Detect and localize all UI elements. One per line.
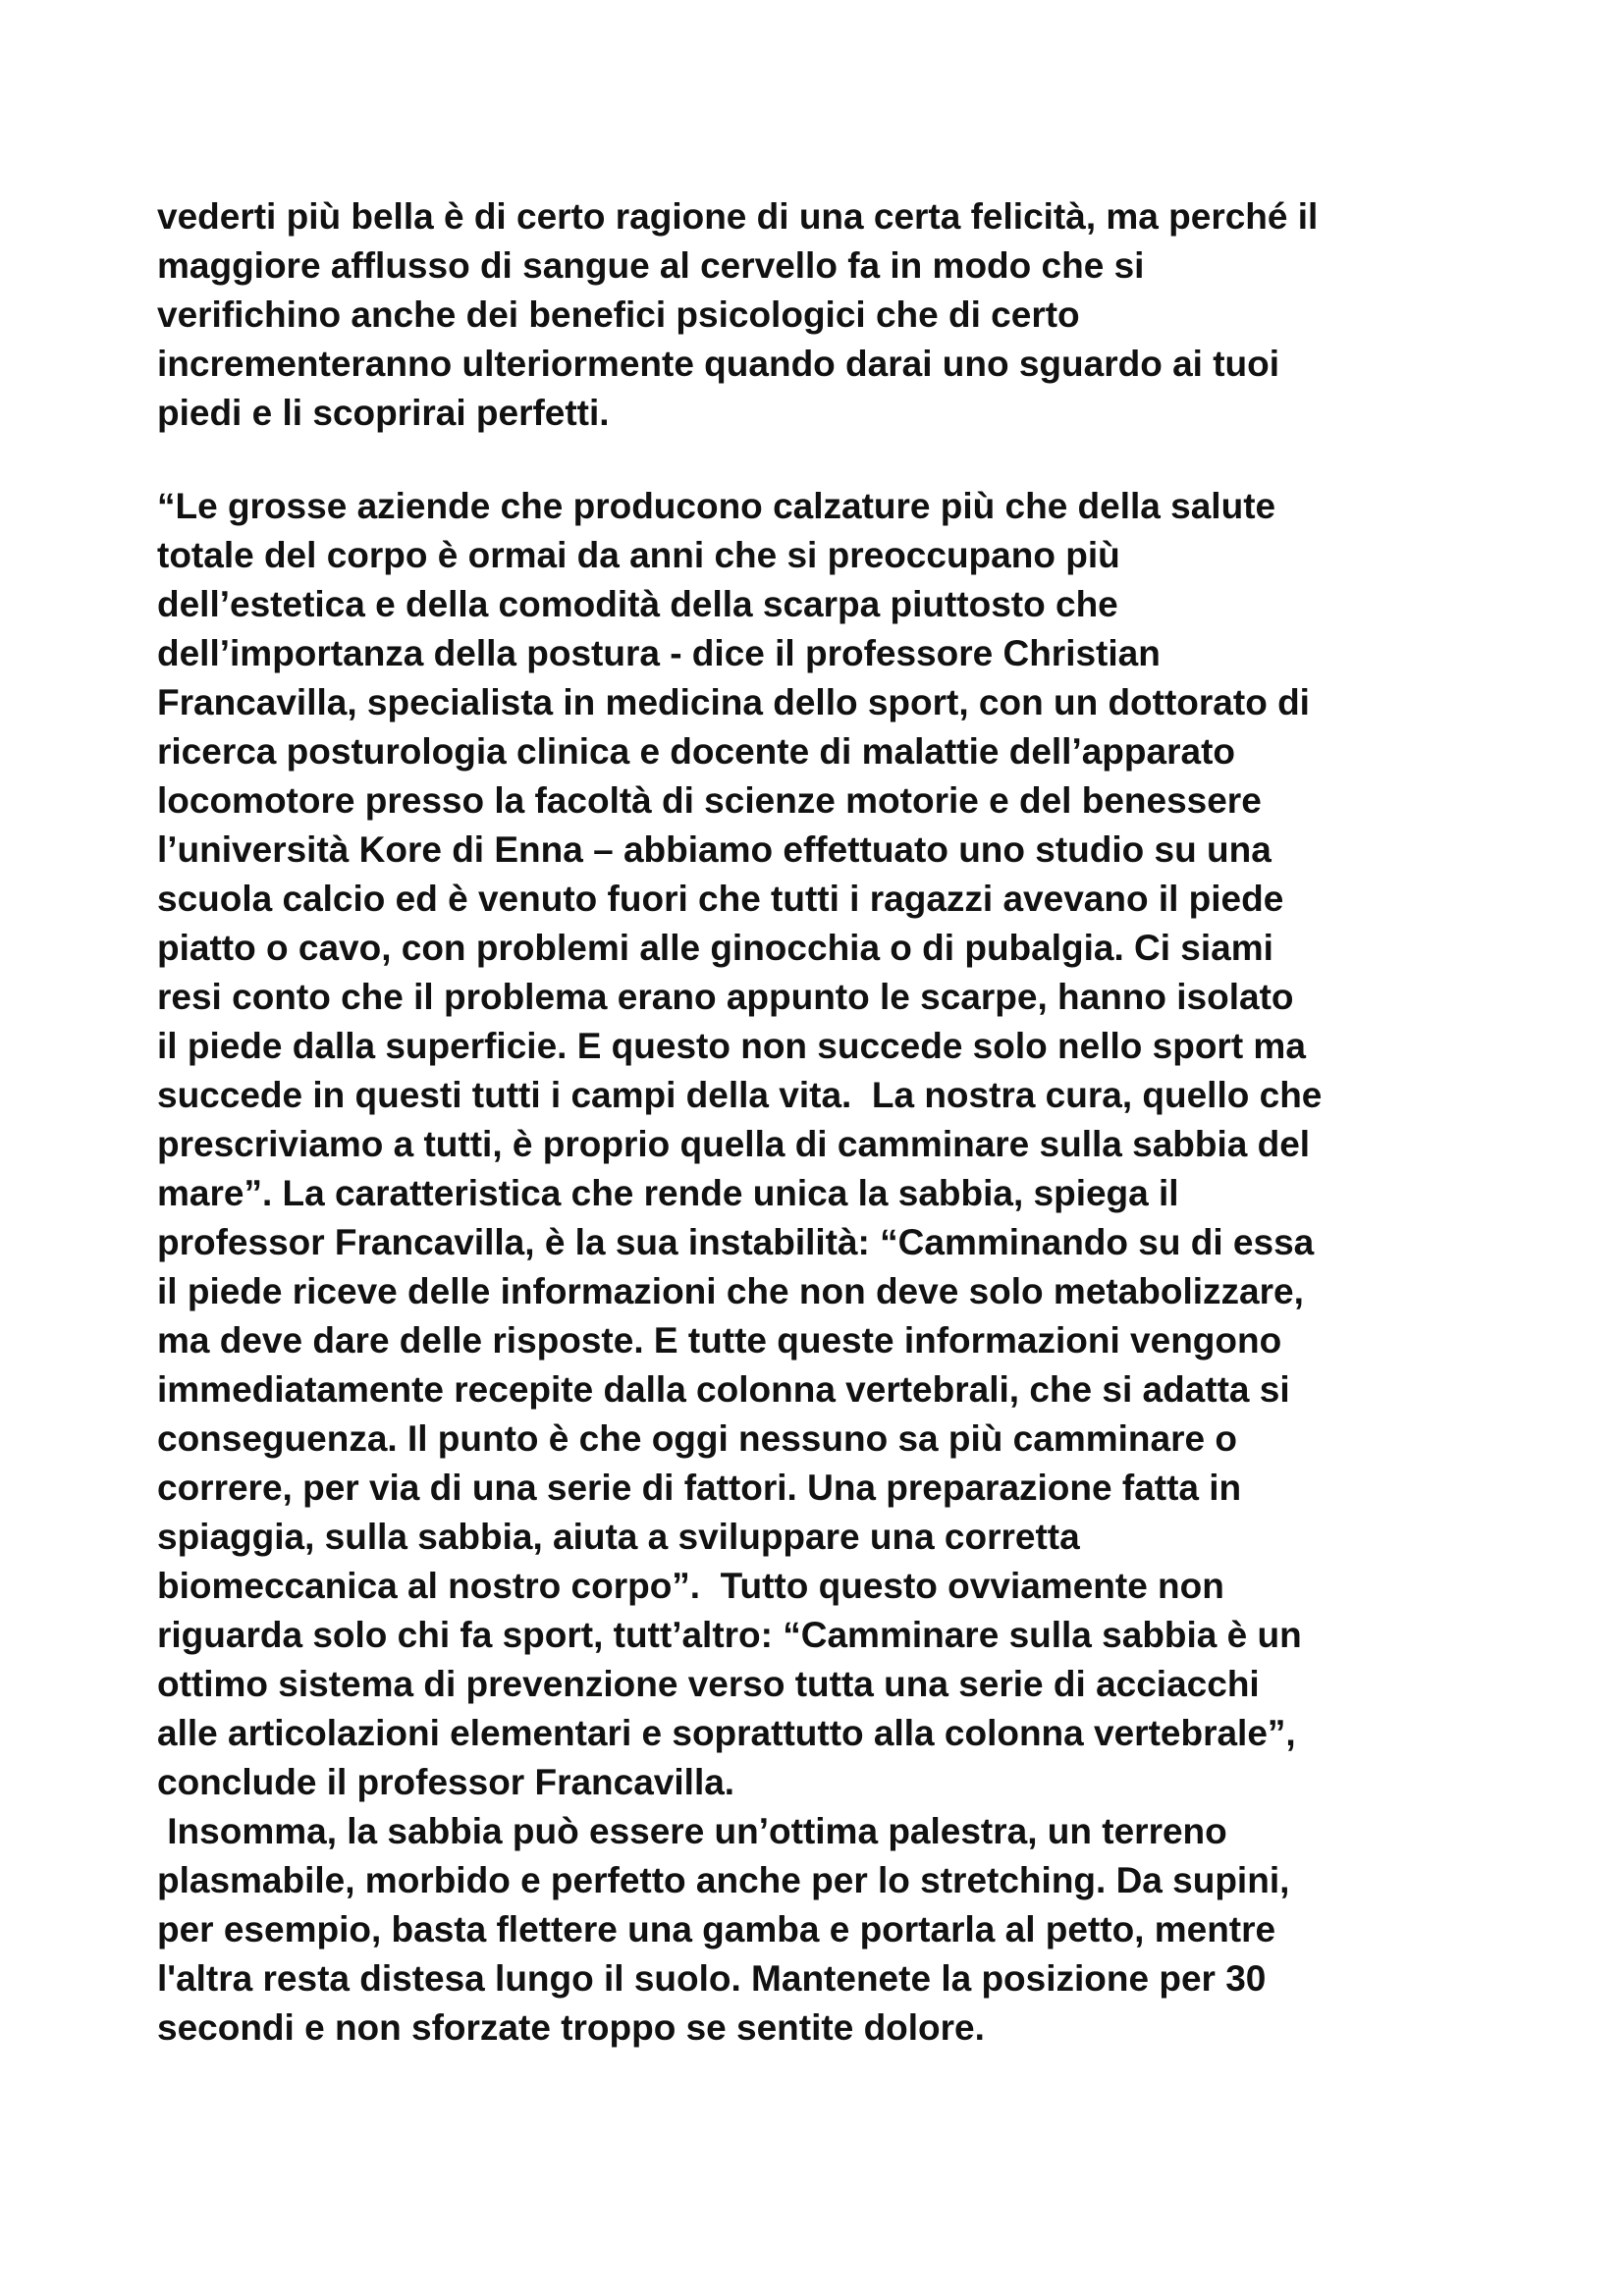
text-line: verifichino anche dei benefici psicologici che di certo	[157, 294, 1080, 335]
text-line: ottimo sistema di prevenzione verso tutta una serie di acciacchi	[157, 1664, 1260, 1704]
text-line: biomeccanica al nostro corpo”. Tutto questo ovviamente non	[157, 1566, 1224, 1606]
text-line: prescriviamo a tutti, è proprio quella di camminare sulla sabbia del	[157, 1124, 1311, 1164]
text-line: ma deve dare delle risposte. E tutte queste informazioni vengono	[157, 1320, 1282, 1361]
paragraph-spacer	[157, 438, 1512, 482]
text-line: alle articolazioni elementari e soprattutto alla colonna vertebrale”,	[157, 1713, 1296, 1753]
text-line: totale del corpo è ormai da anni che si preoccupano più	[157, 535, 1120, 575]
text-line: secondi e non sforzate troppo se sentite dolore.	[157, 2007, 985, 2048]
text-line: Insomma, la sabbia può essere un’ottima palestra, un terreno	[157, 1811, 1227, 1851]
text-line: correre, per via di una serie di fattori. Una preparazione fatta in	[157, 1468, 1242, 1508]
text-line: il piede riceve delle informazioni che non deve solo metabolizzare,	[157, 1271, 1304, 1311]
text-line: conseguenza. Il punto è che oggi nessuno sa più camminare o	[157, 1418, 1237, 1459]
text-line: Francavilla, specialista in medicina dello sport, con un dottorato di	[157, 682, 1310, 722]
text-line: locomotore presso la facoltà di scienze motorie e del benessere	[157, 780, 1262, 821]
text-line: piatto o cavo, con problemi alle ginocchia o di pubalgia. Ci siami	[157, 928, 1273, 968]
text-line: incrementeranno ulteriormente quando darai uno sguardo ai tuoi	[157, 344, 1280, 384]
text-line: riguarda solo chi fa sport, tutt’altro: “Camminare sulla sabbia è un	[157, 1615, 1302, 1655]
text-line: ricerca posturologia clinica e docente di malattie dell’apparato	[157, 731, 1235, 772]
paragraph-1	[157, 192, 1512, 438]
text-line: il piede dalla superficie. E questo non succede solo nello sport ma	[157, 1026, 1306, 1066]
text-line: l'altra resta distesa lungo il suolo. Mantenete la posizione per 30	[157, 1958, 1267, 1999]
text-line: spiaggia, sulla sabbia, aiuta a sviluppare una corretta	[157, 1517, 1080, 1557]
text-line: succede in questi tutti i campi della vita. La nostra cura, quello che	[157, 1075, 1323, 1115]
text-line: piedi e li scoprirai perfetti.	[157, 393, 610, 433]
text-line: l’università Kore di Enna – abbiamo effettuato uno studio su una	[157, 829, 1272, 870]
text-line: per esempio, basta flettere una gamba e portarla al petto, mentre	[157, 1909, 1276, 1949]
paragraph-2	[157, 482, 1512, 1807]
text-line: maggiore afflusso di sangue al cervello fa in modo che si	[157, 245, 1145, 286]
text-line: plasmabile, morbido e perfetto anche per lo stretching. Da supini,	[157, 1860, 1290, 1900]
document-body	[157, 192, 1512, 2053]
paragraph-3	[157, 1807, 1512, 2053]
text-line: professor Francavilla, è la sua instabilità: “Camminando su di essa	[157, 1222, 1315, 1262]
text-line: mare”. La caratteristica che rende unica la sabbia, spiega il	[157, 1173, 1179, 1213]
text-line: conclude il professor Francavilla.	[157, 1762, 735, 1802]
text-line: vederti più bella è di certo ragione di una certa felicità, ma perché il	[157, 196, 1319, 237]
text-line: resi conto che il problema erano appunto le scarpe, hanno isolato	[157, 977, 1294, 1017]
text-line: dell’estetica e della comodità della scarpa piuttosto che	[157, 584, 1118, 624]
text-line: dell’importanza della postura - dice il professore Christian	[157, 633, 1161, 673]
text-line: “Le grosse aziende che producono calzature più che della salute	[157, 486, 1276, 526]
text-line: immediatamente recepite dalla colonna vertebrali, che si adatta si	[157, 1369, 1290, 1410]
text-line: scuola calcio ed è venuto fuori che tutti i ragazzi avevano il piede	[157, 879, 1284, 919]
